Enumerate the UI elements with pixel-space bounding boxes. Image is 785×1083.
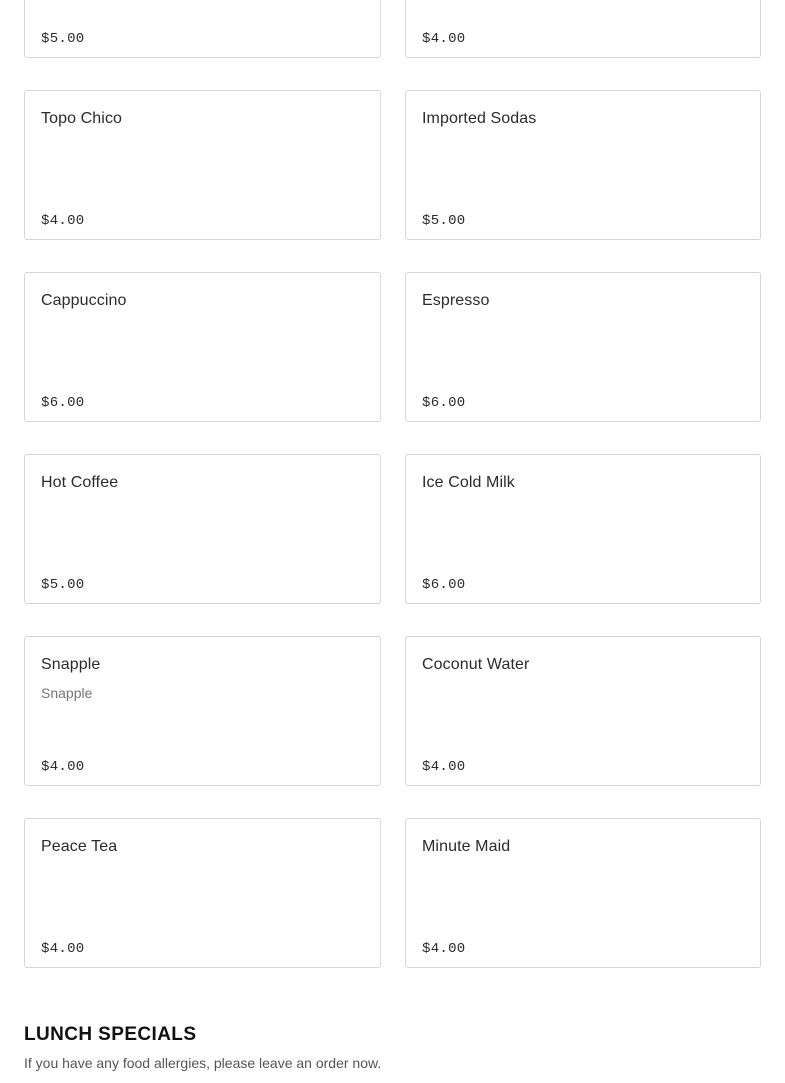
menu-item-name: Hot Coffee <box>41 474 119 491</box>
menu-item-card[interactable] <box>405 0 761 58</box>
menu-item-name: Coconut Water <box>422 656 530 673</box>
menu-item-card[interactable] <box>24 272 381 422</box>
menu-item-price: $5.00 <box>41 577 85 593</box>
allergy-note: If you have any food allergies, please leave an order now. <box>24 1055 382 1071</box>
menu-item-card[interactable] <box>405 818 761 968</box>
menu-item-price: $4.00 <box>41 213 85 229</box>
menu-item-name: Minute Maid <box>422 838 511 855</box>
menu-item-price: $5.00 <box>41 31 85 47</box>
menu-item-price: $4.00 <box>422 941 466 957</box>
menu-item-price: $4.00 <box>41 941 85 957</box>
menu-item-name: Topo Chico <box>41 110 123 127</box>
menu-item-name: Snapple <box>41 656 101 673</box>
menu-item-price: $4.00 <box>422 31 466 47</box>
section-title-lunch-specials: LUNCH SPECIALS <box>24 1024 197 1045</box>
menu-item-price: $5.00 <box>422 213 466 229</box>
menu-item-name: Peace Tea <box>41 838 118 855</box>
menu-item-name: Imported Sodas <box>422 110 537 127</box>
menu-item-name: Ice Cold Milk <box>422 474 515 491</box>
menu-item-card[interactable] <box>24 636 381 786</box>
menu-item-price: $4.00 <box>41 759 85 775</box>
menu-item-price: $6.00 <box>422 577 466 593</box>
menu-item-card[interactable] <box>405 90 761 240</box>
menu-item-name: Espresso <box>422 292 490 309</box>
menu-item-price: $4.00 <box>422 759 466 775</box>
menu-item-description: Snapple <box>41 685 93 701</box>
menu-item-card[interactable] <box>24 0 381 58</box>
menu-item-card[interactable] <box>405 272 761 422</box>
menu-item-card[interactable] <box>24 90 381 240</box>
menu-item-grid <box>24 0 761 968</box>
menu-item-card[interactable] <box>24 818 381 968</box>
menu-item-price: $6.00 <box>41 395 85 411</box>
menu-item-card[interactable] <box>405 454 761 604</box>
menu-item-card[interactable] <box>24 454 381 604</box>
menu-item-card[interactable] <box>405 636 761 786</box>
menu-item-name: Cappuccino <box>41 292 127 309</box>
menu-item-price: $6.00 <box>422 395 466 411</box>
